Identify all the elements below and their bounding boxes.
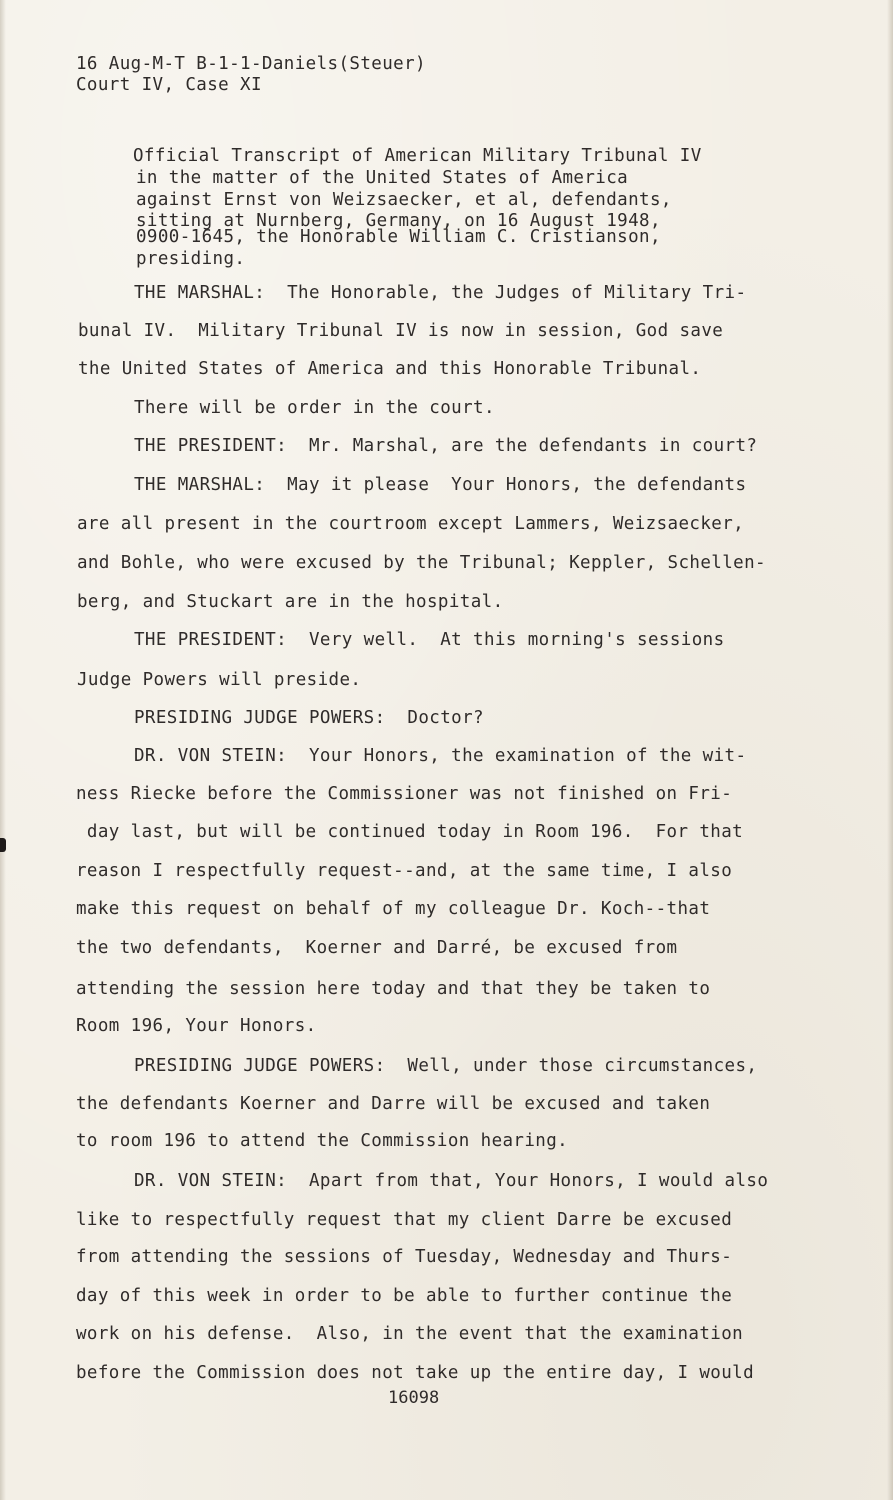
body-line: day last, but will be continued today in Room 196. For that xyxy=(76,822,744,842)
body-line: reason I respectfully request--and, at the same time, I also xyxy=(76,861,733,881)
caption-line: Official Transcript of American Military Tribunal IV xyxy=(133,146,702,166)
body-line: Judge Powers will preside. xyxy=(77,670,362,690)
body-line: like to respectfully request that my client Darre be excused xyxy=(76,1210,733,1230)
punch-hole-mark xyxy=(0,838,6,852)
header-line-2: Court IV, Case XI xyxy=(76,75,262,95)
body-line: THE MARSHAL: May it please Your Honors, the defendants xyxy=(134,475,747,495)
body-line: the United States of America and this Honorable Tribunal. xyxy=(78,359,702,379)
body-line: Room 196, Your Honors. xyxy=(76,1016,317,1036)
body-line: and Bohle, who were excused by the Tribunal; Keppler, Schellen- xyxy=(77,553,766,573)
body-line: bunal IV. Military Tribunal IV is now in session, God save xyxy=(78,321,724,341)
body-line: the two defendants, Koerner and Darré, be excused from xyxy=(76,938,678,958)
body-line: the defendants Koerner and Darre will be excused and taken xyxy=(76,1094,711,1114)
body-line: make this request on behalf of my colleague Dr. Koch--that xyxy=(76,899,711,919)
caption-line: against Ernst von Weizsaecker, et al, defendants, xyxy=(136,190,672,210)
body-line: work on his defense. Also, in the event that the examination xyxy=(76,1324,744,1344)
body-line: PRESIDING JUDGE POWERS: Doctor? xyxy=(134,708,484,728)
body-line: berg, and Stuckart are in the hospital. xyxy=(77,592,504,612)
body-line: to room 196 to attend the Commission hearing. xyxy=(76,1131,569,1151)
body-line: ness Riecke before the Commissioner was not finished on Fri- xyxy=(76,784,733,804)
header-line-1: 16 Aug-M-T B-1-1-Daniels(Steuer) xyxy=(76,54,426,74)
caption-line: 0900-1645, the Honorable William C. Cristianson, xyxy=(136,227,661,247)
body-line: PRESIDING JUDGE POWERS: Well, under those circumstances, xyxy=(134,1056,758,1076)
paper-edge-right xyxy=(887,0,893,1500)
body-line: before the Commission does not take up the entire day, I would xyxy=(76,1363,755,1383)
caption-line: sitting at Nurnberg, Germany, on 16 August 1948, xyxy=(136,211,661,231)
body-line: DR. VON STEIN: Your Honors, the examination of the wit- xyxy=(134,746,747,766)
body-line: THE MARSHAL: The Honorable, the Judges of Military Tri- xyxy=(134,283,747,303)
caption-line: in the matter of the United States of America xyxy=(136,168,629,188)
body-line: There will be order in the court. xyxy=(134,398,495,418)
body-line: DR. VON STEIN: Apart from that, Your Honors, I would also xyxy=(134,1171,769,1191)
body-line: from attending the sessions of Tuesday, Wednesday and Thurs- xyxy=(76,1247,733,1267)
body-line: day of this week in order to be able to further continue the xyxy=(76,1286,733,1306)
caption-line: presiding. xyxy=(136,249,246,269)
body-line: attending the session here today and that they be taken to xyxy=(76,979,711,999)
page-number: 16098 xyxy=(388,1388,440,1408)
paper-edge-left xyxy=(0,0,6,1500)
body-line: are all present in the courtroom except Lammers, Weizsaecker, xyxy=(77,514,745,534)
body-line: THE PRESIDENT: Mr. Marshal, are the defendants in court? xyxy=(134,436,758,456)
body-line: THE PRESIDENT: Very well. At this morning's sessions xyxy=(134,630,725,650)
